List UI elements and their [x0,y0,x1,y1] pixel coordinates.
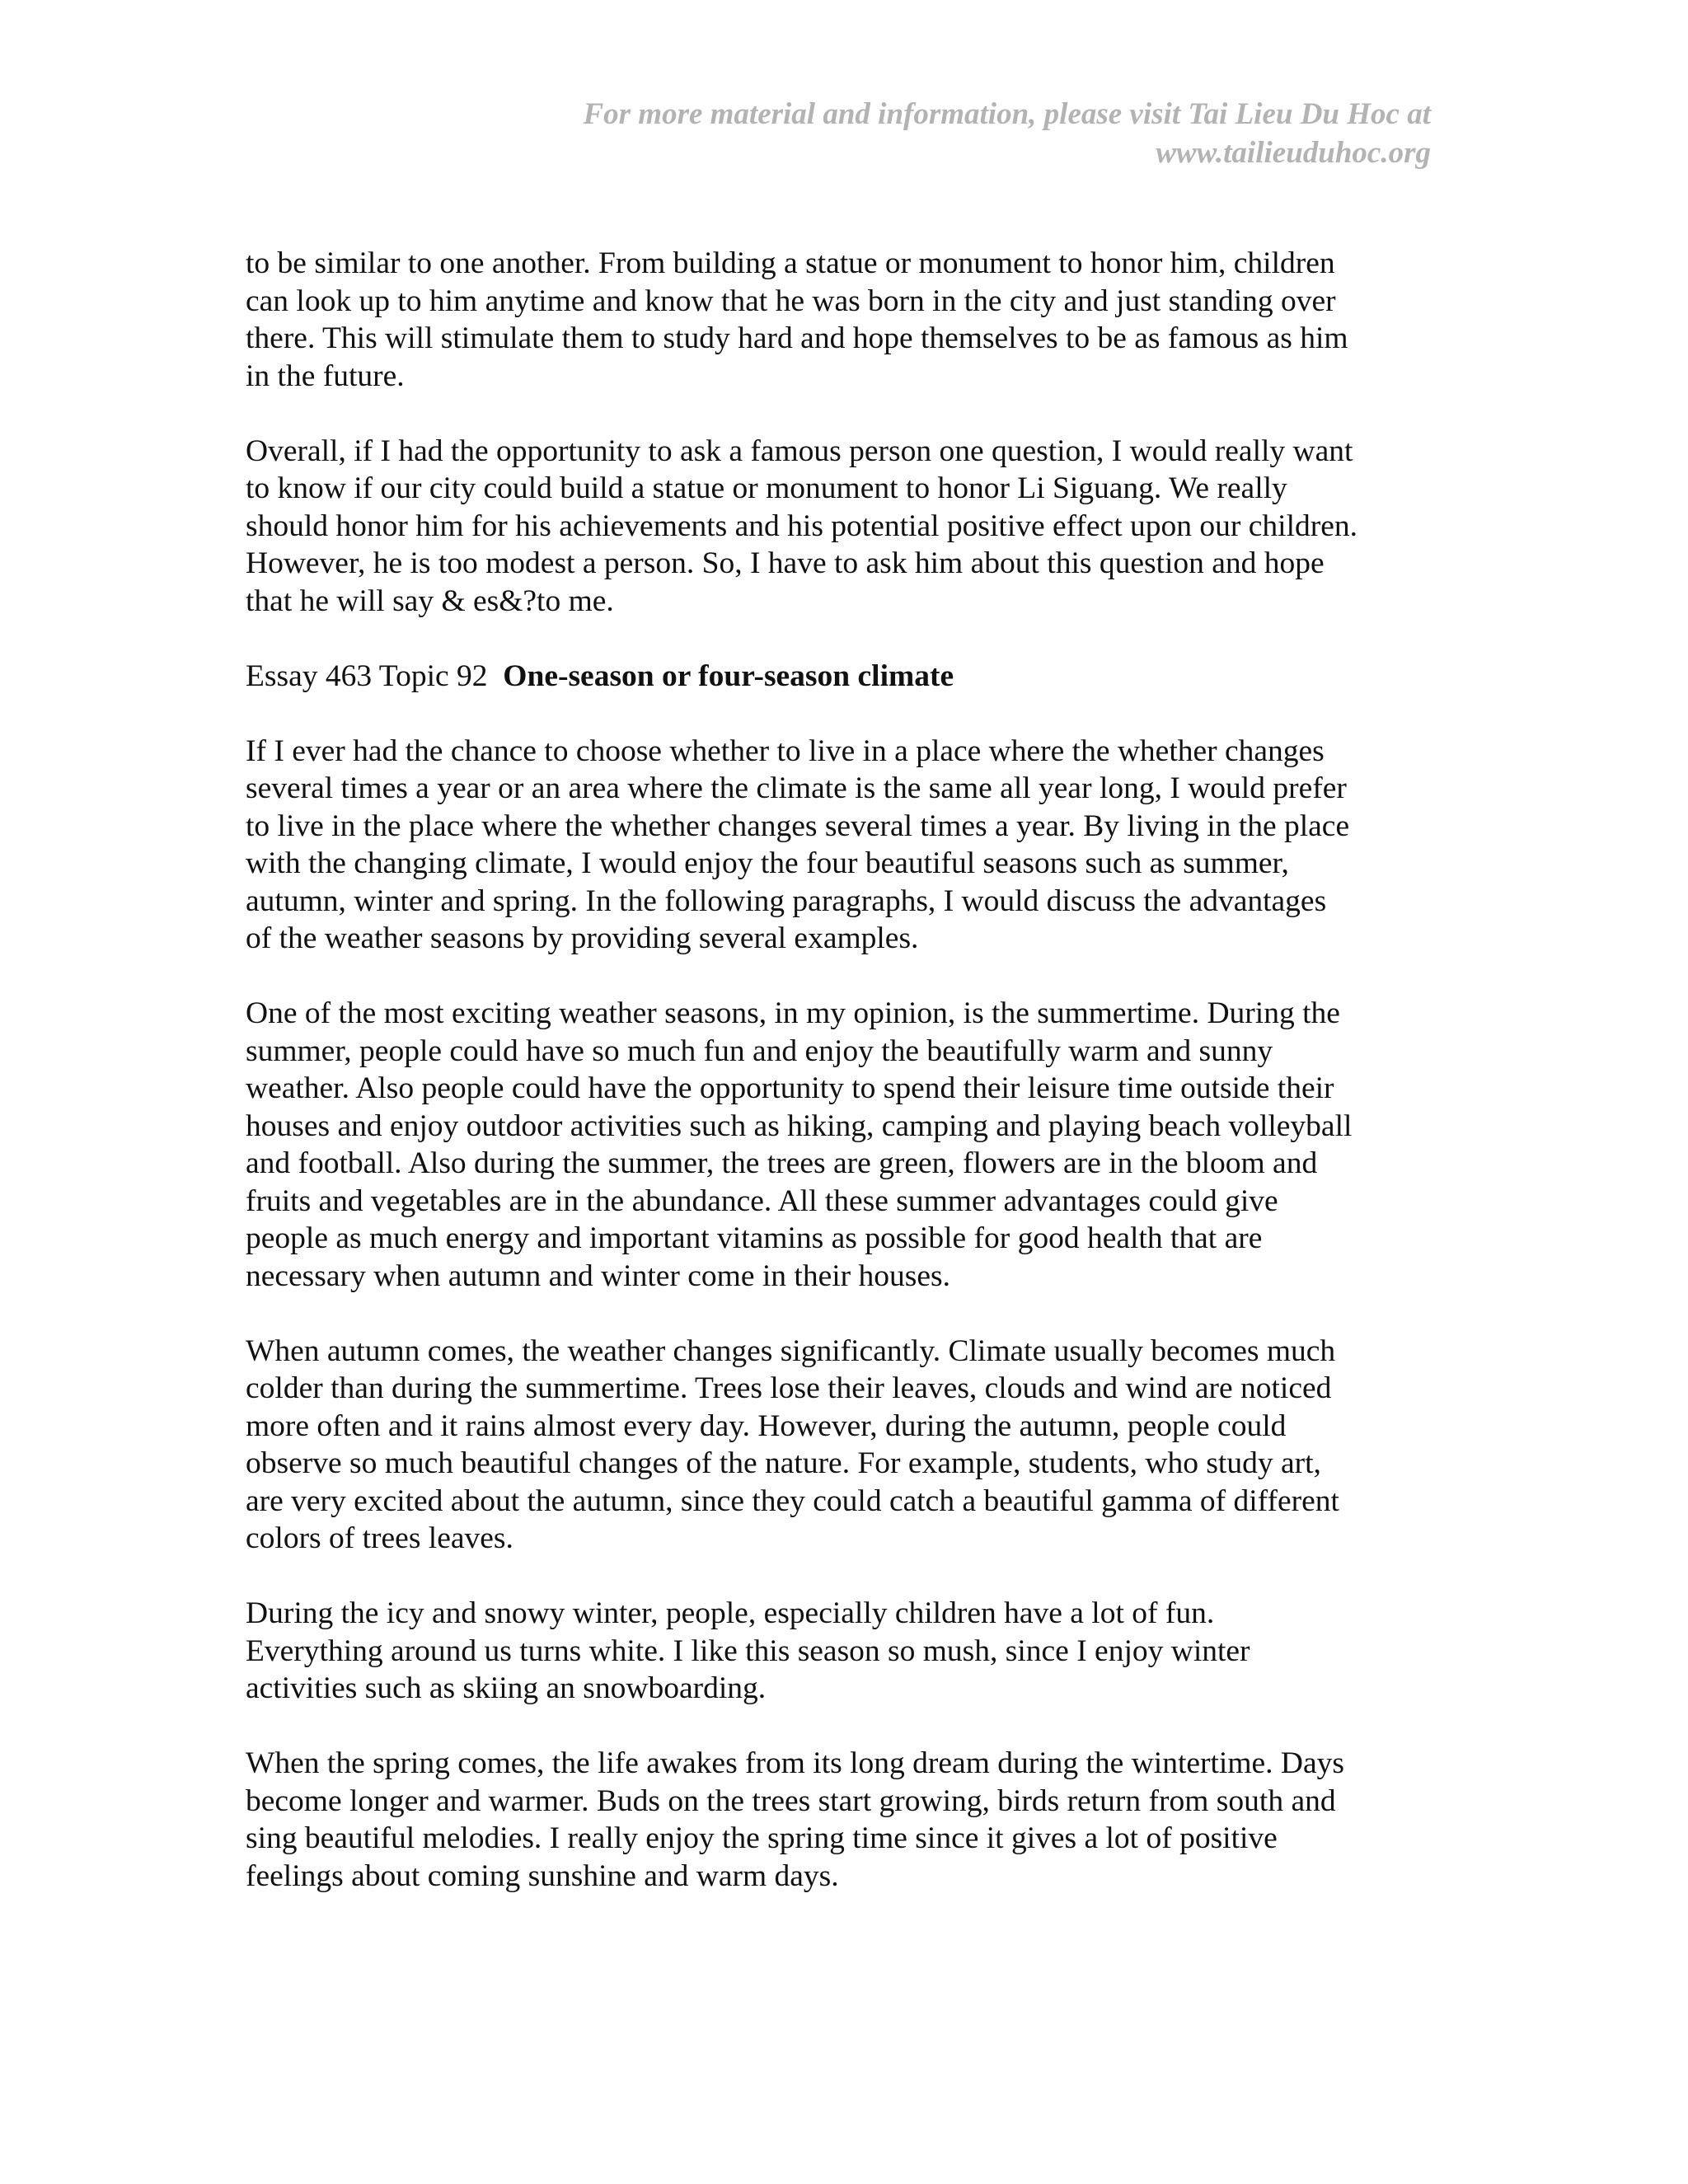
paragraph-line: Everything around us turns white. I like this season so mush, since I enjoy winter [246,1633,1250,1668]
paragraph-line: houses and enjoy outdoor activities such as hiking, camping and playing beach volleyball [246,1108,1353,1143]
paragraph [246,1333,1432,1558]
paragraph-line: colors of trees leaves. [246,1521,513,1555]
paragraph-line: feelings about coming sunshine and warm days. [246,1858,839,1893]
document-body [246,245,1432,1933]
essay-label: Essay 463 Topic 92 [246,658,488,693]
paragraph-line: autumn, winter and spring. In the following paragraphs, I would discuss the advantages [246,883,1327,918]
paragraph-line: One of the most exciting weather seasons, in my opinion, is the summertime. During the [246,996,1340,1030]
paragraph-line: should honor him for his achievements and his potential positive effect upon our children. [246,509,1358,543]
paragraph-line: with the changing climate, I would enjoy the four beautiful seasons such as summer, [246,846,1289,880]
paragraph [246,1595,1432,1708]
essay-heading [246,658,1432,696]
paragraph-line: there. This will stimulate them to study hard and hope themselves to be as famous as him [246,321,1348,355]
paragraph-line: activities such as skiing an snowboarding. [246,1671,767,1705]
paragraph-line: to live in the place where the whether changes several times a year. By living in the place [246,808,1350,843]
paragraph-line: people as much energy and important vitamins as possible for good health that are [246,1221,1263,1255]
paragraph-line: and football. Also during the summer, the trees are green, flowers are in the bloom and [246,1146,1318,1180]
paragraph-line: are very excited about the autumn, since they could catch a beautiful gamma of different [246,1483,1339,1518]
paragraph-line: several times a year or an area where the climate is the same all year long, I would prefer [246,771,1347,805]
paragraph-line: become longer and warmer. Buds on the trees start growing, birds return from south and [246,1783,1336,1818]
paragraph [246,245,1432,395]
paragraph-line: observe so much beautiful changes of the nature. For example, students, who study art, [246,1446,1321,1480]
paragraph-line: During the icy and snowy winter, people, especially children have a lot of fun. [246,1596,1215,1630]
paragraph-line: sing beautiful melodies. I really enjoy the spring time since it gives a lot of positive [246,1821,1278,1855]
paragraph-line: can look up to him anytime and know that he was born in the city and just standing over [246,284,1336,318]
paragraph-line: If I ever had the chance to choose whether to live in a place where the whether changes [246,733,1325,768]
paragraph-line: more often and it rains almost every day. However, during the autumn, people could [246,1408,1287,1443]
paragraph-line: However, he is too modest a person. So, I have to ask him about this question and hope [246,546,1325,580]
paragraph-line: to know if our city could build a statue or monument to honor Li Siguang. We really [246,471,1287,505]
paragraph-line: to be similar to one another. From building a statue or monument to honor him, children [246,246,1335,280]
paragraph [246,733,1432,958]
paragraphs-before [246,245,1432,620]
paragraph [246,1745,1432,1895]
page-header [359,95,1431,172]
paragraph-line: of the weather seasons by providing several examples. [246,921,919,955]
paragraph [246,995,1432,1295]
paragraphs-after [246,733,1432,1896]
paragraph-line: that he will say & es&?to me. [246,583,614,618]
paragraph-line: summer, people could have so much fun and enjoy the beautifully warm and sunny [246,1033,1273,1068]
paragraph-line: fruits and vegetables are in the abundance. All these summer advantages could give [246,1183,1278,1218]
header-url: www.tailieuduhoc.org [1156,136,1431,170]
header-line-1: For more material and information, please visit Tai Lieu Du Hoc at [583,97,1431,131]
paragraph-line: colder than during the summertime. Trees lose their leaves, clouds and wind are noticed [246,1371,1332,1405]
paragraph-line: When autumn comes, the weather changes significantly. Climate usually becomes much [246,1333,1336,1368]
paragraph [246,433,1432,621]
essay-title: One-season or four-season climate [503,658,954,693]
paragraph-line: Overall, if I had the opportunity to ask a famous person one question, I would really want [246,434,1353,468]
paragraph-line: weather. Also people could have the opportunity to spend their leisure time outside their [246,1071,1334,1105]
paragraph-line: in the future. [246,359,405,393]
paragraph-line: necessary when autumn and winter come in their houses. [246,1258,950,1293]
paragraph-line: When the spring comes, the life awakes from its long dream during the wintertime. Days [246,1746,1344,1780]
